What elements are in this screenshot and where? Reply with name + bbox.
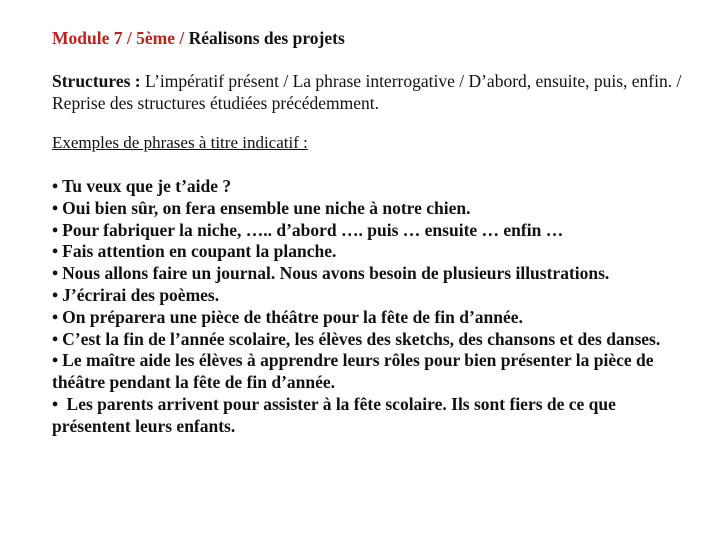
list-item-text: Pour fabriquer la niche, ….. d’abord …. puis … ensuite … enfin … bbox=[62, 219, 564, 240]
list-item bbox=[52, 307, 682, 329]
structures-text: L’impératif présent / La phrase interrogative / D’abord, ensuite, puis, enfin. / Reprise des structures étudiées précédemment. bbox=[52, 71, 682, 113]
examples-list bbox=[52, 176, 682, 438]
list-item bbox=[52, 263, 682, 285]
list-item bbox=[52, 220, 682, 242]
list-item-text: On préparera une pièce de théâtre pour la fête de fin d’année. bbox=[62, 306, 523, 327]
list-item-text: Nous allons faire un journal. Nous avons besoin de plusieurs illustrations. bbox=[62, 263, 610, 284]
list-item bbox=[52, 285, 682, 307]
bullet-icon: • bbox=[52, 241, 59, 262]
list-item bbox=[52, 198, 682, 220]
document-page bbox=[52, 26, 682, 438]
list-item bbox=[52, 350, 682, 394]
bullet-icon: • bbox=[52, 197, 59, 218]
structures-paragraph bbox=[52, 70, 682, 114]
module-label: Module 7 / 5ème / bbox=[52, 28, 185, 48]
list-item-text: Le maître aide les élèves à apprendre leurs rôles pour bien présenter la pièce de théâtre pendant la fête de fin d’année. bbox=[52, 350, 654, 393]
structures-label: Structures : bbox=[52, 71, 141, 91]
list-item bbox=[52, 329, 682, 351]
examples-heading: Exemples de phrases à titre indicatif : bbox=[52, 133, 308, 152]
bullet-icon: • bbox=[52, 284, 59, 305]
list-item bbox=[52, 394, 682, 438]
bullet-icon: • bbox=[52, 328, 59, 349]
bullet-icon: • bbox=[52, 176, 59, 196]
list-item-text: J’écrirai des poèmes. bbox=[62, 284, 220, 305]
bullet-icon: • bbox=[52, 219, 59, 240]
bullet-icon: • bbox=[52, 350, 59, 371]
title-text: Réalisons des projets bbox=[184, 28, 345, 48]
list-item-text: Oui bien sûr, on fera ensemble une niche à notre chien. bbox=[62, 197, 471, 218]
list-item-text: Les parents arrivent pour assister à la fête scolaire. Ils sont fiers de ce que présentent leurs enfants. bbox=[52, 393, 616, 436]
list-item-text: Fais attention en coupant la planche. bbox=[62, 241, 337, 262]
page-title bbox=[52, 26, 682, 50]
list-item-text: C’est la fin de l’année scolaire, les élèves des sketchs, des chansons et des danses. bbox=[62, 328, 661, 349]
bullet-icon: • bbox=[52, 306, 59, 327]
list-item bbox=[52, 176, 682, 198]
list-item bbox=[52, 241, 682, 263]
list-item-text: Tu veux que je t’aide ? bbox=[62, 176, 232, 196]
bullet-icon: • bbox=[52, 393, 59, 414]
bullet-icon: • bbox=[52, 263, 59, 284]
